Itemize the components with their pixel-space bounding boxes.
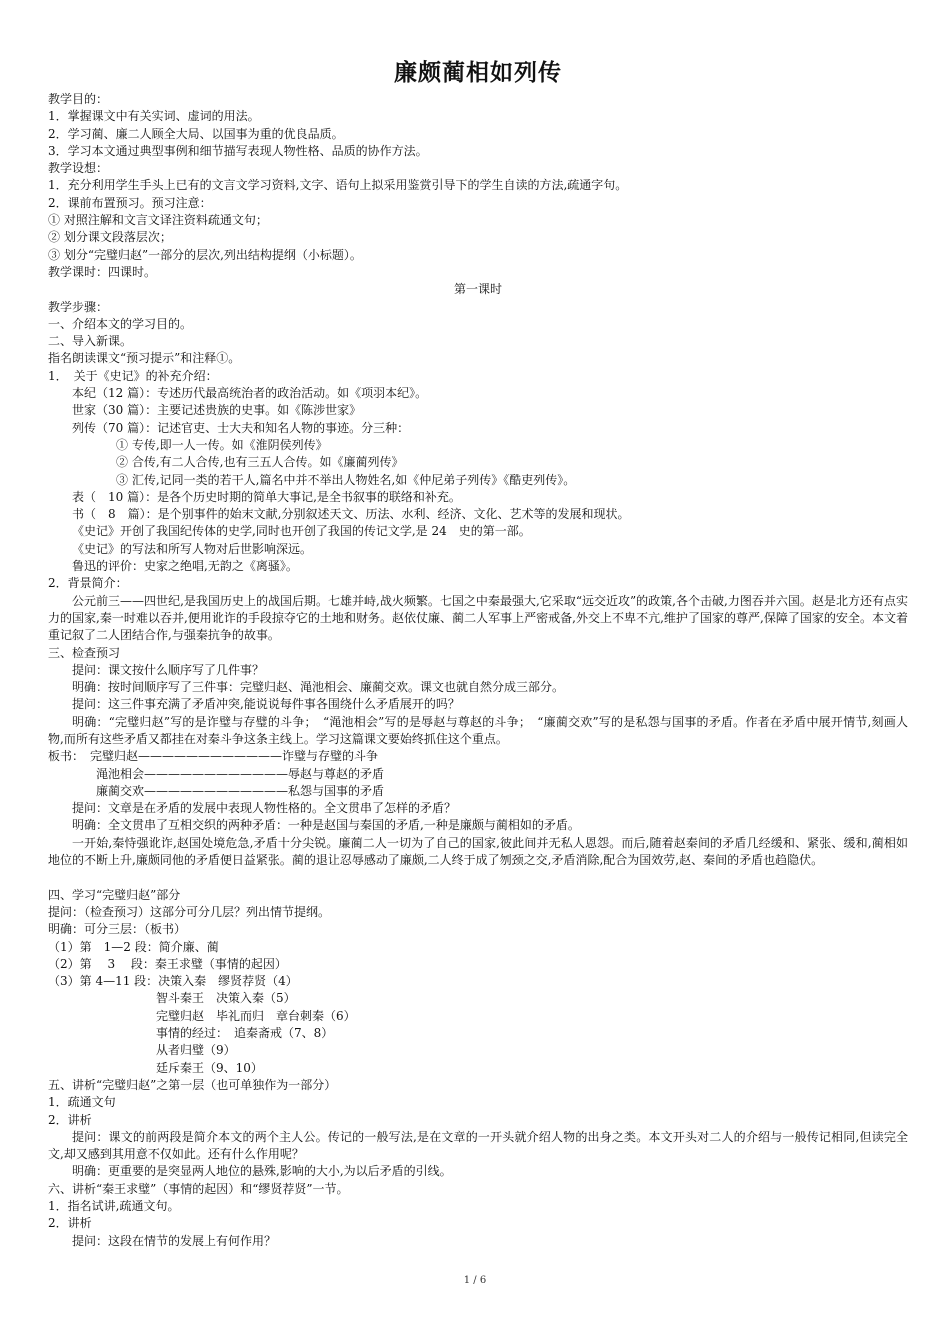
text-line: 书（ 8 篇）：是个别事件的始末文献,分别叙述天文、历法、水利、经济、文化、艺术等的发展和现状。 [72,507,630,522]
text-line: 2．课前布置预习。预习注意： [48,195,212,210]
text-line: 2．背景简介： [48,576,128,591]
text-line: 明确：按时间顺序写了三件事：完璧归赵、渑池相会、廉蔺交欢。课文也就自然分成三部分。 [72,680,565,695]
text-line: 世家（30 篇）：主要记述贵族的史事。如《陈涉世家》 [72,403,362,418]
text-line: 智斗秦王 决策入秦（5） [156,991,296,1006]
text-line: 明确：更重要的是突显两人地位的悬殊,影响的大小,为以后矛盾的引线。 [72,1164,452,1179]
text-line: 1．充分利用学生手头上已有的文言文学习资料,文字、语句上拟采用鉴赏引导下的学生自读的方法,疏通字句。 [48,178,628,193]
text-line: 1．掌握课文中有关实词、虚词的用法。 [48,109,260,124]
paragraph: 提问：课文的前两段是简介本文的两个主人公。传记的一般写法,是在文章的一开头就介绍人物的出身之类。本文开头对二人的介绍与一般传记相同,但读完全文,却又感到其用意不仅如此。还有什么作用呢？ [48,1129,908,1162]
text-line: 五、讲析“完璧归赵”之第一层（也可单独作为一部分） [48,1077,337,1092]
text-line: 廉蔺交欢————————————私怨与国事的矛盾 [96,783,385,798]
section-heading: 第一课时 [453,282,502,297]
text-line: 廷斥秦王（9、10） [156,1060,263,1075]
text-line: 提问：这三件事充满了矛盾冲突,能说说每件事各围绕什么矛盾展开的吗？ [72,697,460,712]
text-line: 提问：课文按什么顺序写了几件事？ [72,662,265,677]
text-line: 2．学习蔺、廉二人顾全大局、以国事为重的优良品质。 [48,126,344,141]
text-line: 《史记》的写法和所写人物对后世影响深远。 [72,541,313,556]
text-line: 《史记》开创了我国纪传体的史学,同时也开创了我国的传记文学,是 24 史的第一部。 [72,524,531,539]
text-line: 明确：全文贯串了互相交织的两种矛盾：一种是赵国与秦国的矛盾,一种是廉颇与蔺相如的矛盾。 [72,818,580,833]
text-line: ③ 划分“完璧归赵”一部分的层次,列出结构提纲（小标题）。 [48,247,362,262]
text-line: 三、检查预习 [48,645,121,660]
text-line: 从者归璧（9） [156,1043,236,1058]
text-line: 完璧归赵 毕礼而归 章台刺秦（6） [156,1008,356,1023]
text-line: 提问：文章是在矛盾的发展中表现人物性格的。全文贯串了怎样的矛盾？ [72,801,457,816]
text-line: 教学课时：四课时。 [48,264,157,279]
text-line: ③ 汇传,记同一类的若干人,篇名中并不举出人物姓名,如《仲尼弟子列传》《酷吏列传》。 [116,472,576,487]
text-line: 渑池相会————————————辱赵与尊赵的矛盾 [96,766,385,781]
text-line: 3．学习本文通过典型事例和细节描写表现人物性格、品质的协作方法。 [48,143,428,158]
text-line: （1）第 1—2 段：简介廉、蔺 [48,939,219,954]
text-line: 2．讲析 [48,1216,92,1231]
document-page [48,58,908,1250]
text-line: 六、讲析“秦王求璧”（事情的起因）和“缪贤荐贤”一节。 [48,1181,349,1196]
text-line: 教学设想： [48,161,109,176]
text-line: 提问：（检查预习）这部分可分几层？列出情节提纲。 [48,904,331,919]
page-title: 廉颇蔺相如列传 [394,60,562,86]
text-line: 本纪（12 篇）：专述历代最高统治者的政治活动。如《项羽本纪》。 [72,386,428,401]
text-line: 1．指名试讲,疏通文句。 [48,1199,180,1213]
text-line: 一、介绍本文的学习目的。 [48,316,193,331]
text-line: 事情的经过： 追秦斋戒（7、8） [156,1026,334,1041]
text-line: ① 对照注解和文言文译注资料疏通文句； [48,213,268,228]
text-line: 板书： 完璧归赵————————————诈璧与存璧的斗争 [48,749,379,764]
text-line: 指名朗读课文“预习提示”和注释①。 [48,351,241,366]
text-line: ② 合传,有二人合传,也有三五人合传。如《廉蔺列传》 [116,455,404,470]
text-line: 1．疏通文句 [48,1095,116,1110]
text-line: 教学目的： [48,92,109,106]
paragraph: 一开始,秦恃强讹诈,赵国处境危急,矛盾十分尖锐。廉蔺二人一切为了自己的国家,彼此间并无私人恩怨。而后,随着赵秦间的矛盾几经缓和、紧张、缓和,蔺相如地位的不断上升,廉颇同他的矛盾便日益紧张。蔺的退让忍辱感动了廉颇,二人终于成了刎颈之交,矛盾消除,配合为国效劳,赵、秦间的矛盾也趋隐伏。 [48,835,908,868]
paragraph: 公元前三——四世纪,是我国历史上的战国后期。七雄并峙,战火频繁。七国之中秦最强大,它采取“远交近攻”的政策,各个击破,力图吞并六国。赵是北方还有点实力的国家,秦一时难以吞并,便用讹诈的手段掠夺它的土地和财务。赵依仗廉、蔺二人军事上严密戒备,外交上不卑不亢,维护了国家的尊严,保障了国家的安全。本文着重记叙了二人团结合作,与强秦抗争的故事。 [48,593,908,643]
text-line: 教学步骤： [48,299,109,314]
text-line: 2．讲析 [48,1112,92,1127]
paragraph: 明确：“完璧归赵”写的是诈璧与存璧的斗争； “渑池相会”写的是辱赵与尊赵的斗争； “廉蔺交欢”写的是私怨与国事的矛盾。作者在矛盾中展开情节,刻画人物,而所有这些矛盾又都挂在对秦斗争这条主线上。学习这篇课文要始终抓住这个重点。 [48,714,908,746]
text-line: 提问：这段在情节的发展上有何作用？ [72,1233,277,1248]
text-line: 列传（70 篇）：记述官吏、士大夫和知名人物的事迹。分三种： [72,420,410,435]
text-line: （2）第 3 段：秦王求璧（事情的起因） [48,956,287,971]
text-line: （3）第 4—11 段：决策入秦 缪贤荐贤（4） [48,974,298,989]
text-line: 二、导入新课。 [48,334,133,349]
text-line: ② 划分课文段落层次； [48,230,172,245]
text-line: 1． 关于《史记》的补充介绍： [48,368,218,383]
text-line: 四、学习“完璧归赵”部分 [48,887,181,902]
page-number: 1 / 6 [463,1275,487,1286]
document-body [48,91,908,1250]
text-line: ① 专传,即一人一传。如《淮阴侯列传》 [116,437,328,452]
text-line: 明确：可分三层：（板书） [48,922,187,937]
text-line: 表（ 10 篇）：是各个历史时期的简单大事记,是全书叙事的联络和补充。 [72,489,461,504]
text-line: 鲁迅的评价：史家之绝唱,无韵之《离骚》。 [72,559,298,574]
